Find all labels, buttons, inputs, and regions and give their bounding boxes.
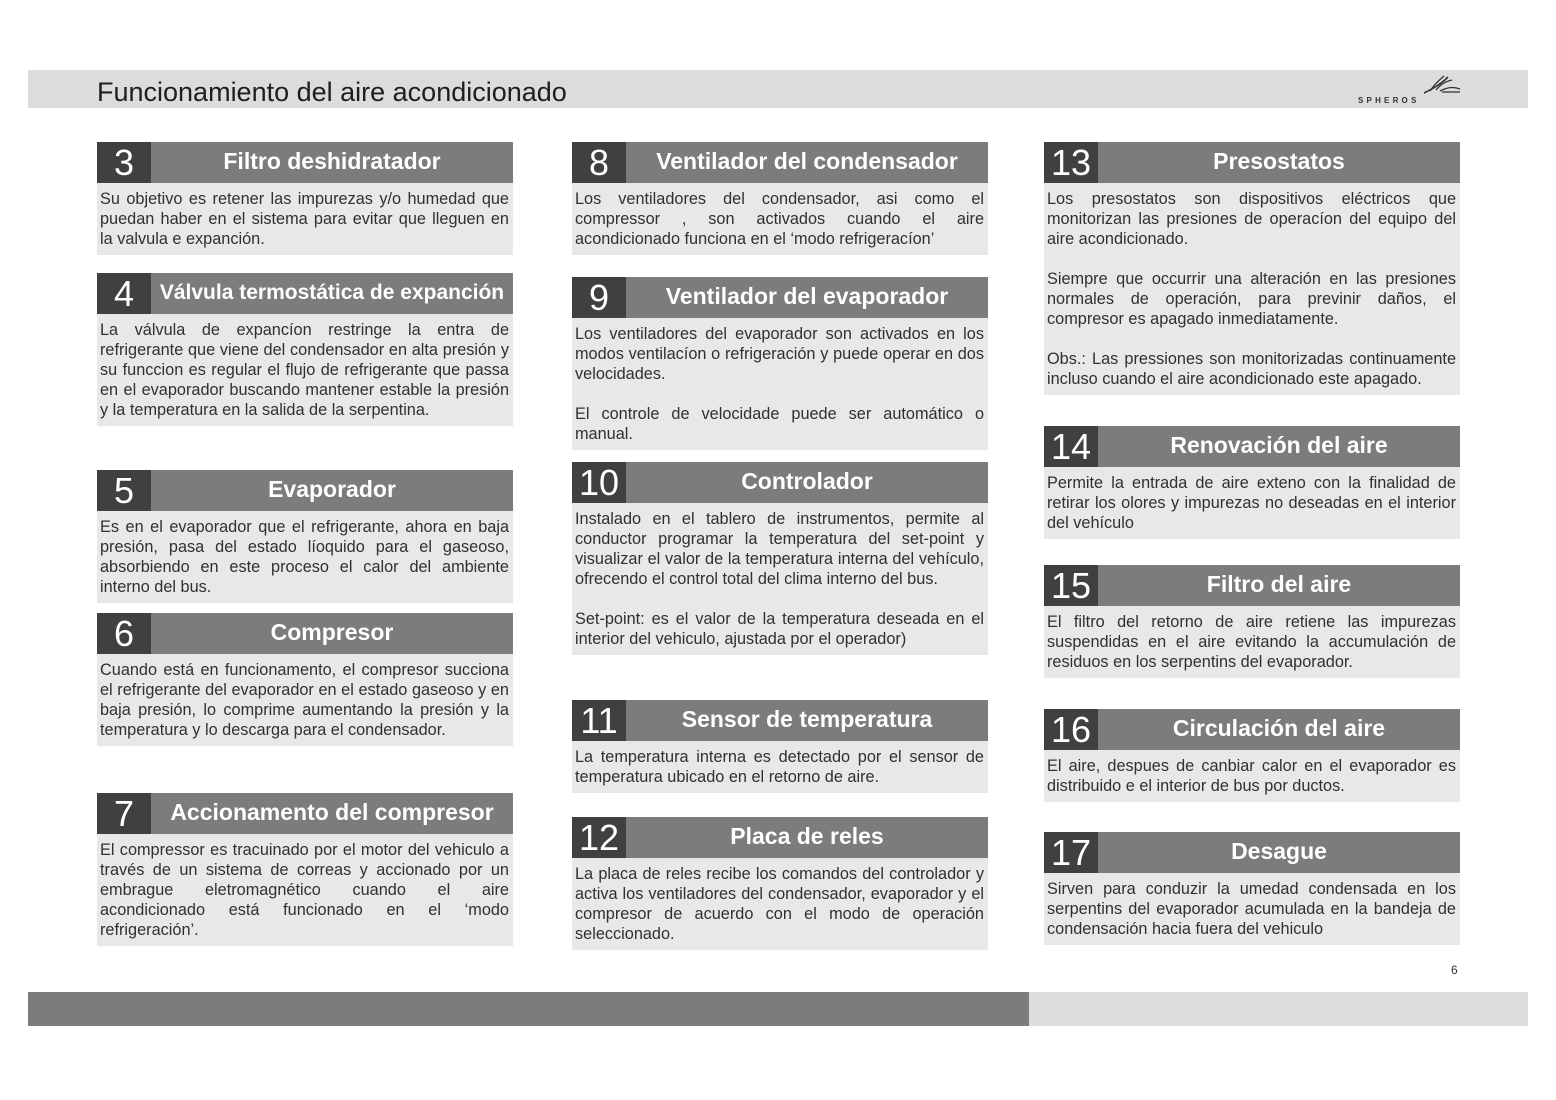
section-5 <box>97 470 513 603</box>
section-number: 16 <box>1044 709 1098 750</box>
section-number: 13 <box>1044 142 1098 183</box>
section-title: Accionamento del compresor <box>170 799 494 825</box>
brand-name: SPHEROS <box>1358 96 1420 105</box>
section-number: 8 <box>572 142 626 183</box>
section-text: Es en el evaporador que el refrigerante, ahora en baja presión, pasa del estado líoquido para el gaseoso, absorbiendo en este proceso el calor del ambiente interno del bus. <box>100 518 509 596</box>
section-number: 5 <box>97 470 151 511</box>
page-title: Funcionamiento del aire acondicionado <box>97 77 567 107</box>
section-text: Los presostatos son dispositivos eléctricos que monitorizan las presiones de operacíon del equipo del aire acondicionado. <box>1047 190 1456 248</box>
section-10 <box>572 462 988 655</box>
section-text: Siempre que occurrir una alteración en las presiones normales de operación, para previnir daños, el compresor es apagado inmediatamente. <box>1047 270 1456 328</box>
section-3 <box>97 142 513 255</box>
section-text: Los ventiladores del evaporador son activados en los modos ventilacíon o refrigeración y puede operar en dos velocidades. <box>575 325 984 383</box>
section-text: Su objetivo es retener las impurezas y/o humedad que puedan haber en el sistema para evitar que lleguen en la valvula e expanción. <box>100 190 509 248</box>
section-title: Placa de reles <box>730 823 884 849</box>
section-number: 7 <box>97 793 151 834</box>
section-13 <box>1044 142 1460 395</box>
section-text: El aire, despues de canbiar calor en el evaporador es distribuido e el interior de bus por ductos. <box>1047 757 1456 795</box>
section-15 <box>1044 565 1460 678</box>
section-title: Filtro del aire <box>1206 571 1352 597</box>
section-number: 15 <box>1044 565 1098 606</box>
footer-bar-dark <box>28 992 1029 1026</box>
section-9 <box>572 277 988 450</box>
section-title: Circulación del aire <box>1172 715 1386 741</box>
section-text: Obs.: Las pressiones son monitorizadas continuamente incluso cuando el aire acondicionado este apagado. <box>1047 350 1456 388</box>
section-title: Sensor de temperatura <box>681 706 933 732</box>
section-text: El filtro del retorno de aire retiene las impurezas suspendidas en el aire evitando la accumulación de residuos en los serpentins del evaporador. <box>1047 613 1456 671</box>
section-number: 17 <box>1044 832 1098 873</box>
section-text: Permite la entrada de aire exteno con la finalidad de retirar los olores y impurezas no deseadas en el interior del vehículo <box>1047 474 1456 532</box>
feather-icon <box>1422 73 1462 95</box>
section-number: 6 <box>97 613 151 654</box>
section-title: Controlador <box>741 468 873 494</box>
section-title: Válvula termostática de expanción <box>159 281 505 304</box>
section-17 <box>1044 832 1460 945</box>
section-title: Ventilador del condensador <box>656 148 958 174</box>
section-title: Renovación del aire <box>1170 432 1388 458</box>
section-8 <box>572 142 988 255</box>
section-text: La válvula de expancíon restringe la entra de refrigerante que viene del condensador en alta presión y su funccion es regular el flujo de refrigerante que passa en el evaporador buscando mantener estable la presión y la temperatura en la salida de la serpentina. <box>100 321 509 419</box>
section-number: 12 <box>572 817 626 858</box>
section-16 <box>1044 709 1460 802</box>
section-title: Presostatos <box>1213 148 1345 174</box>
page-number: 6 <box>1451 963 1458 977</box>
section-14 <box>1044 426 1460 539</box>
section-text: El controle de velocidade puede ser automático o manual. <box>575 405 984 443</box>
section-title: Filtro deshidratador <box>223 148 441 174</box>
section-title: Ventilador del evaporador <box>665 283 949 309</box>
brand-logo <box>1352 70 1462 108</box>
section-number: 3 <box>97 142 151 183</box>
section-number: 9 <box>572 277 626 318</box>
section-11 <box>572 700 988 793</box>
section-number: 14 <box>1044 426 1098 467</box>
section-text: El compressor es tracuinado por el motor del vehiculo a través de un sistema de correas y accionado por un embrague eletromagnético cuando el aire acondicionado está funcionado en el ‘modo refrigeración’. <box>100 841 509 939</box>
section-text: Sirven para conduzir la umedad condensada en los serpentins del evaporador acumulada en la bandeja de condensación hacia fuera del vehiculo <box>1047 880 1456 938</box>
section-12 <box>572 817 988 950</box>
section-text: La placa de reles recibe los comandos del controlador y activa los ventiladores del condensador, evaporador y el compresor de acuerdo con el modo de operación seleccionado. <box>575 865 984 943</box>
section-title: Compresor <box>270 619 394 645</box>
section-7 <box>97 793 513 946</box>
section-text: Cuando está en funcionamento, el compresor succiona el refrigerante del evaporador en el estado gaseoso y en baja presión, lo comprime aumentando la presión y la temperatura y lo descarga para el condensador. <box>100 661 509 739</box>
section-number: 10 <box>572 462 626 503</box>
section-text: Set-point: es el valor de la temperatura deseada en el interior del vehiculo, ajustada por el operador) <box>575 610 984 648</box>
footer-bar-light <box>1029 992 1528 1026</box>
section-text: La temperatura interna es detectado por el sensor de temperatura ubicado en el retorno de aire. <box>575 748 984 786</box>
section-6 <box>97 613 513 746</box>
section-title: Evaporador <box>268 476 396 502</box>
section-number: 11 <box>572 700 626 741</box>
section-title: Desague <box>1231 838 1327 864</box>
section-text: Instalado en el tablero de instrumentos, permite al conductor programar la temperatura del set-point y visualizar el valor de la temperatura interna del vehículo, ofrecendo el control total del clima interno del bus. <box>575 510 984 588</box>
section-4 <box>97 273 513 426</box>
section-text: Los ventiladores del condensador, asi como el compressor , son activados cuando el aire acondicionado funciona en el ‘modo refrigeracíon’ <box>575 190 984 248</box>
section-number: 4 <box>97 273 151 314</box>
